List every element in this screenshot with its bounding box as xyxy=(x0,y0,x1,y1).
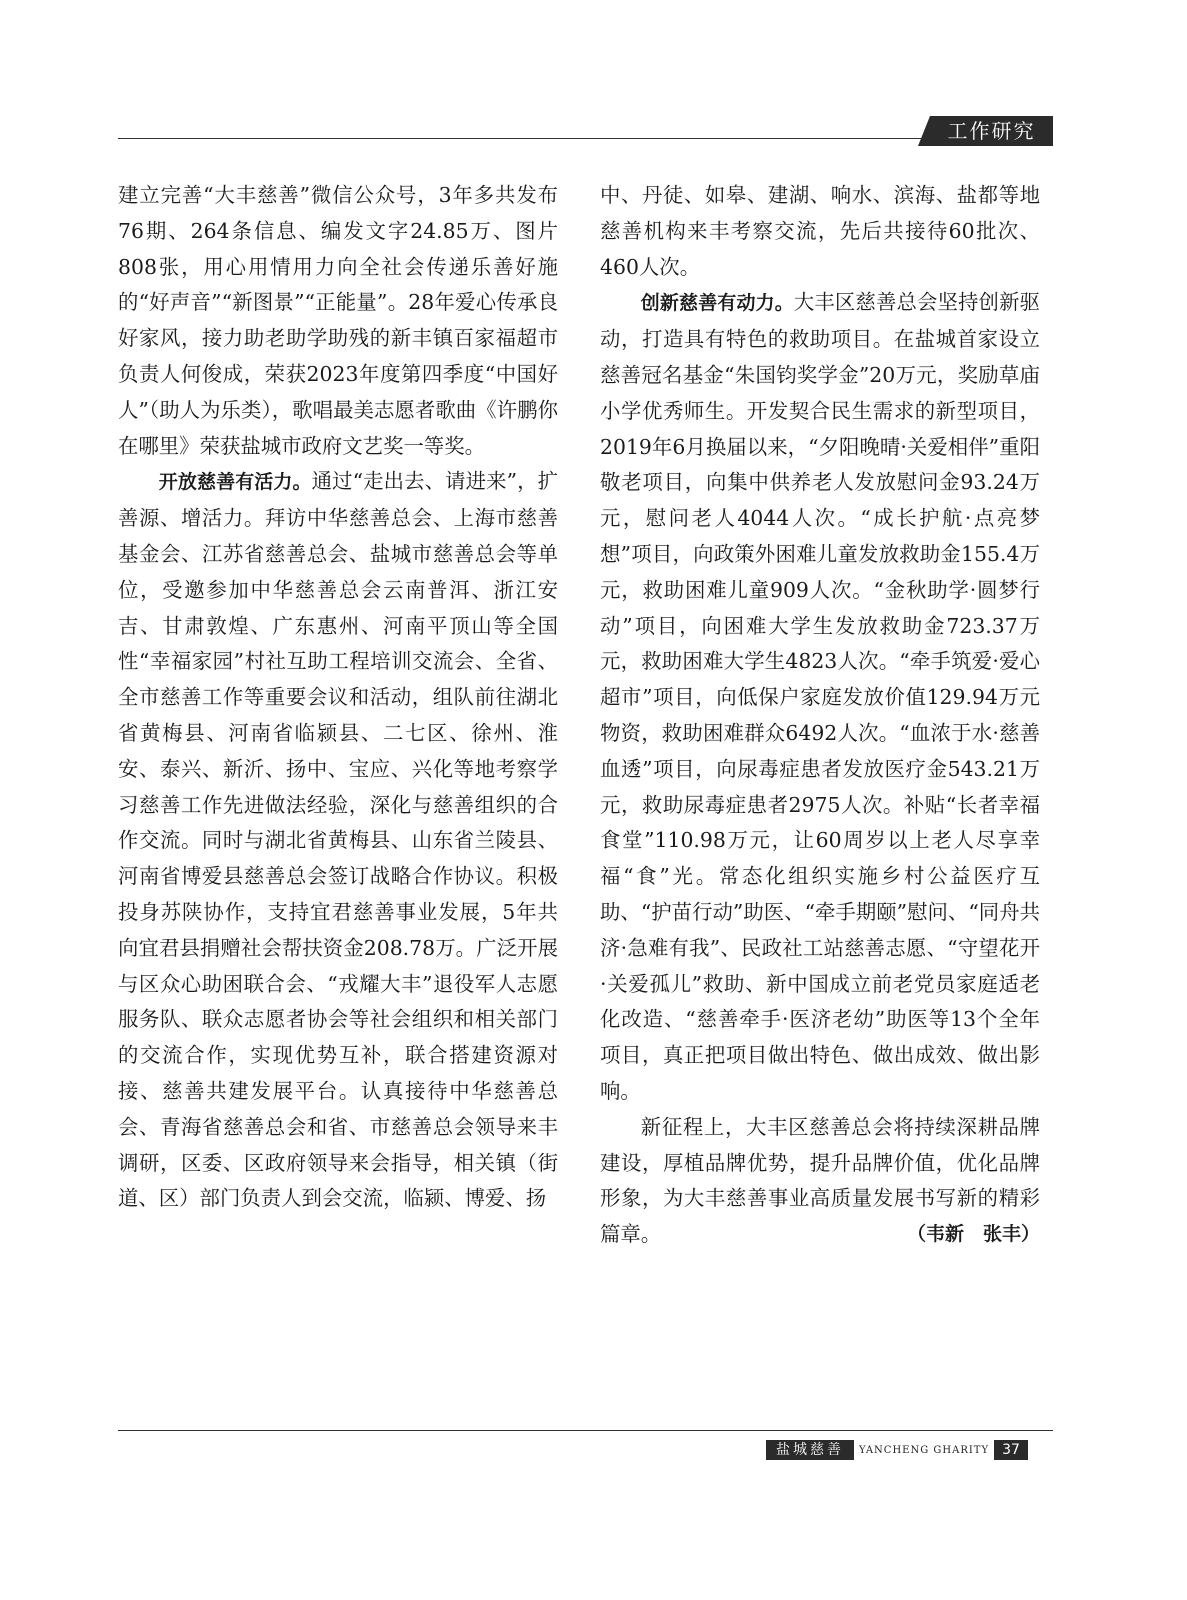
paragraph-body: 通过“走出去、请进来”，扩善源、增活力。拜访中华慈善总会、上海市慈善基金会、江苏省慈善总会、盐城市慈善总会等单位，受邀参加中华慈善总会云南普洱、浙江安吉、甘肃敦煌、广东惠州、河南平顶山等全国性“幸福家园”村社互助工程培训交流会、全省、全市慈善工作等重要会议和活动，组队前往湖北省黄梅县、河南省临颍县、二七区、徐州、淮安、泰兴、新沂、扬中、宝应、兴化等地考察学习慈善工作先进做法经验，深化与慈善组织的合作交流。同时与湖北省黄梅县、山东省兰陵县、河南省博爱县慈善总会签订战略合作协议。积极投身苏陕协作，支持宜君慈善事业发展，5年共向宜君县捐赠社会帮扶资金208.78万。广泛开展与区众心助困联合会、“戎耀大丰”退役军人志愿服务队、联众志愿者协会等社会组织和相关部门的交流合作，实现优势互补，联合搭建资源对接、慈善共建发展平台。认真接待中华慈善总会、青海省慈善总会和省、市慈善总会领导来丰调研，区委、区政府领导来会指导，相关镇（街道、区）部门负责人到会交流，临颍、博爱、扬 xyxy=(118,469,558,1211)
right-column xyxy=(600,178,1040,1253)
header-rule xyxy=(118,138,1053,139)
magazine-name: 盐城慈善 xyxy=(766,1440,854,1460)
footer xyxy=(766,1440,1028,1460)
paragraph-lead: 开放慈善有活力。 xyxy=(158,471,312,494)
paragraph-body: 大丰区慈善总会坚持创新驱动，打造具有特色的救助项目。在盐城首家设立慈善冠名基金“朱国钧奖学金”20万元，奖励草庙小学优秀师生。开发契合民生需求的新型项目，2019年6月换届以来，“夕阳晚晴·关爱相伴”重阳敬老项目，向集中供养老人发放慰问金93.24万元，慰问老人4044人次。“成长护航·点亮梦想”项目，向政策外困难儿童发放救助金155.4万元，救助困难儿童909人次。“金秋助学·圆梦行动”项目，向困难大学生发放救助金723.37万元，救助困难大学生4823人次。“牵手筑爱·爱心超市”项目，向低保户家庭发放价值129.94万元物资，救助困难群众6492人次。“血浓于水·慈善血透”项目，向尿毒症患者发放医疗金543.21万元，救助尿毒症患者2975人次。补贴“长者幸福食堂”110.98万元，让60周岁以上老人尽享幸福“食”光。常态化组织实施乡村公益医疗互助、“护苗行动”助医、“牵手期颐”慰问、“同舟共济·急难有我”、民政社工站慈善志愿、“守望花开·关爱孤儿”救助、新中国成立前老党员家庭适老化改造、“慈善牵手·医济老幼”助医等13个全年项目，真正把项目做出特色、做出成效、做出影响。 xyxy=(600,290,1040,1103)
paragraph xyxy=(600,285,1040,1109)
paragraph xyxy=(118,464,558,1217)
magazine-name-en: YANCHENG GHARITY xyxy=(859,1444,990,1456)
section-tag: 工作研究 xyxy=(930,116,1053,146)
author-byline: （韦新 张丰） xyxy=(906,1223,1040,1246)
left-column xyxy=(118,178,558,1217)
paragraph: 中、丹徒、如皋、建湖、响水、滨海、盐都等地慈善机构来丰考察交流，先后共接待60批次、460人次。 xyxy=(600,183,1040,279)
footer-rule xyxy=(118,1430,1053,1431)
paragraph-body: 新征程上，大丰区慈善总会将持续深耕品牌建设，厚植品牌优势，提升品牌价值，优化品牌形象，为大丰慈善事业高质量发展书写新的精彩篇章。 xyxy=(600,1114,1040,1247)
page-number: 37 xyxy=(994,1440,1028,1460)
paragraph-lead: 创新慈善有动力。 xyxy=(640,292,794,315)
paragraph: 建立完善“大丰慈善”微信公众号，3年多共发布76期、264条信息、编发文字24.85万、图片808张，用心用情用力向全社会传递乐善好施的“好声音”“新图景”“正能量”。28年爱心传承良好家风，接力助老助学助残的新丰镇百家福超市负责人何俊成，荣获2023年度第四季度“中国好人”（助人为乐类），歌唱最美志愿者歌曲《许鹏你在哪里》荣获盐城市政府文艺奖一等奖。 xyxy=(118,183,558,458)
paragraph xyxy=(600,1110,1040,1253)
